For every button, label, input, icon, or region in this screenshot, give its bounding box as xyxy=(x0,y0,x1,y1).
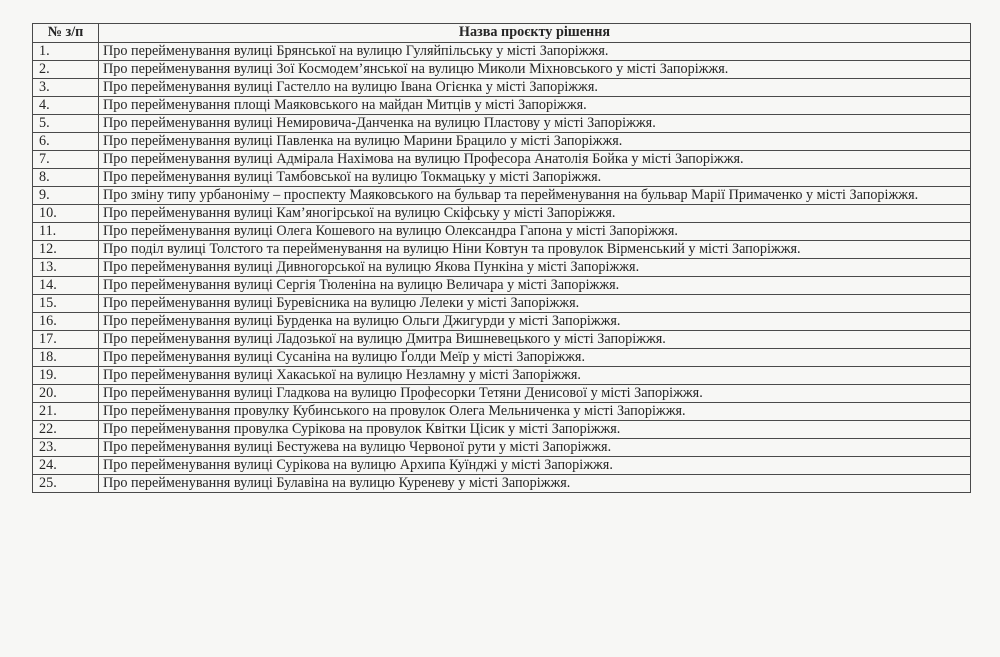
table-row xyxy=(33,277,971,295)
table-row xyxy=(33,295,971,313)
table-row xyxy=(33,385,971,403)
row-title: Про перейменування провулку Кубинського на провулок Олега Мельниченка у місті Запоріжжя. xyxy=(99,403,971,421)
table-header-row xyxy=(33,24,971,43)
row-title: Про перейменування вулиці Сергія Тюленіна на вулицю Величара у місті Запоріжжя. xyxy=(99,277,971,295)
row-title: Про перейменування площі Маяковського на майдан Митців у місті Запоріжжя. xyxy=(99,97,971,115)
row-number: 18. xyxy=(33,349,99,367)
row-title: Про перейменування провулка Сурікова на провулок Квітки Цісик у місті Запоріжжя. xyxy=(99,421,971,439)
table-row xyxy=(33,403,971,421)
table-row xyxy=(33,97,971,115)
row-number: 24. xyxy=(33,457,99,475)
row-title: Про перейменування вулиці Немировича-Данченка на вулицю Пластову у місті Запоріжжя. xyxy=(99,115,971,133)
row-number: 21. xyxy=(33,403,99,421)
row-number: 19. xyxy=(33,367,99,385)
row-title: Про перейменування вулиці Булавіна на вулицю Куреневу у місті Запоріжжя. xyxy=(99,475,971,493)
row-number: 17. xyxy=(33,331,99,349)
header-number: № з/п xyxy=(33,24,99,43)
table-row xyxy=(33,115,971,133)
row-title: Про перейменування вулиці Павленка на вулицю Марини Брацило у місті Запоріжжя. xyxy=(99,133,971,151)
row-title: Про перейменування вулиці Тамбовської на вулицю Токмацьку у місті Запоріжжя. xyxy=(99,169,971,187)
row-number: 12. xyxy=(33,241,99,259)
row-title: Про перейменування вулиці Адмірала Нахімова на вулицю Професора Анатолія Бойка у місті Запоріжжя. xyxy=(99,151,971,169)
row-title: Про перейменування вулиці Олега Кошевого на вулицю Олександра Гапона у місті Запоріжжя. xyxy=(99,223,971,241)
table-row xyxy=(33,313,971,331)
header-title: Назва проєкту рішення xyxy=(99,24,971,43)
row-number: 23. xyxy=(33,439,99,457)
row-title: Про перейменування вулиці Буревісника на вулицю Лелеки у місті Запоріжжя. xyxy=(99,295,971,313)
decisions-table xyxy=(32,23,971,493)
row-title: Про поділ вулиці Толстого та перейменування на вулицю Ніни Ковтун та провулок Вірменський у місті Запоріжжя. xyxy=(99,241,971,259)
table-row xyxy=(33,151,971,169)
row-title: Про перейменування вулиці Сурікова на вулицю Архипа Куїнджі у місті Запоріжжя. xyxy=(99,457,971,475)
row-number: 11. xyxy=(33,223,99,241)
row-title: Про перейменування вулиці Бестужева на вулицю Червоної рути у місті Запоріжжя. xyxy=(99,439,971,457)
row-number: 25. xyxy=(33,475,99,493)
row-title: Про перейменування вулиці Бурденка на вулицю Ольги Джигурди у місті Запоріжжя. xyxy=(99,313,971,331)
table-row xyxy=(33,61,971,79)
table-row xyxy=(33,43,971,61)
row-number: 2. xyxy=(33,61,99,79)
row-title: Про перейменування вулиці Гладкова на вулицю Професорки Тетяни Денисової у місті Запоріжжя. xyxy=(99,385,971,403)
row-number: 6. xyxy=(33,133,99,151)
row-number: 14. xyxy=(33,277,99,295)
row-title: Про зміну типу урбаноніму – проспекту Маяковського на бульвар та перейменування на бульвар Марії Примаченко у місті Запоріжжя. xyxy=(99,187,971,205)
table-row xyxy=(33,205,971,223)
row-number: 22. xyxy=(33,421,99,439)
row-number: 4. xyxy=(33,97,99,115)
row-number: 10. xyxy=(33,205,99,223)
row-title: Про перейменування вулиці Брянської на вулицю Гуляйпільську у місті Запоріжжя. xyxy=(99,43,971,61)
table-row xyxy=(33,475,971,493)
row-title: Про перейменування вулиці Сусаніна на вулицю Ґолди Меїр у місті Запоріжжя. xyxy=(99,349,971,367)
table-row xyxy=(33,187,971,205)
table-row xyxy=(33,79,971,97)
row-number: 15. xyxy=(33,295,99,313)
row-number: 1. xyxy=(33,43,99,61)
table-row xyxy=(33,421,971,439)
row-title: Про перейменування вулиці Ладозької на вулицю Дмитра Вишневецького у місті Запоріжжя. xyxy=(99,331,971,349)
row-title: Про перейменування вулиці Дивногорської на вулицю Якова Пункіна у місті Запоріжжя. xyxy=(99,259,971,277)
row-title: Про перейменування вулиці Кам’яногірської на вулицю Скіфську у місті Запоріжжя. xyxy=(99,205,971,223)
table-row xyxy=(33,349,971,367)
table-row xyxy=(33,223,971,241)
row-number: 16. xyxy=(33,313,99,331)
row-number: 3. xyxy=(33,79,99,97)
row-number: 9. xyxy=(33,187,99,205)
row-number: 7. xyxy=(33,151,99,169)
table-row xyxy=(33,367,971,385)
row-number: 13. xyxy=(33,259,99,277)
row-number: 20. xyxy=(33,385,99,403)
table-row xyxy=(33,133,971,151)
row-number: 5. xyxy=(33,115,99,133)
table-row xyxy=(33,457,971,475)
row-title: Про перейменування вулиці Зої Космодем’янської на вулицю Миколи Міхновського у місті Запоріжжя. xyxy=(99,61,971,79)
row-number: 8. xyxy=(33,169,99,187)
table-row xyxy=(33,241,971,259)
table-row xyxy=(33,331,971,349)
row-title: Про перейменування вулиці Гастелло на вулицю Івана Огієнка у місті Запоріжжя. xyxy=(99,79,971,97)
row-title: Про перейменування вулиці Хакаської на вулицю Незламну у місті Запоріжжя. xyxy=(99,367,971,385)
table-body xyxy=(33,43,971,493)
table-row xyxy=(33,439,971,457)
table-row xyxy=(33,259,971,277)
table-row xyxy=(33,169,971,187)
